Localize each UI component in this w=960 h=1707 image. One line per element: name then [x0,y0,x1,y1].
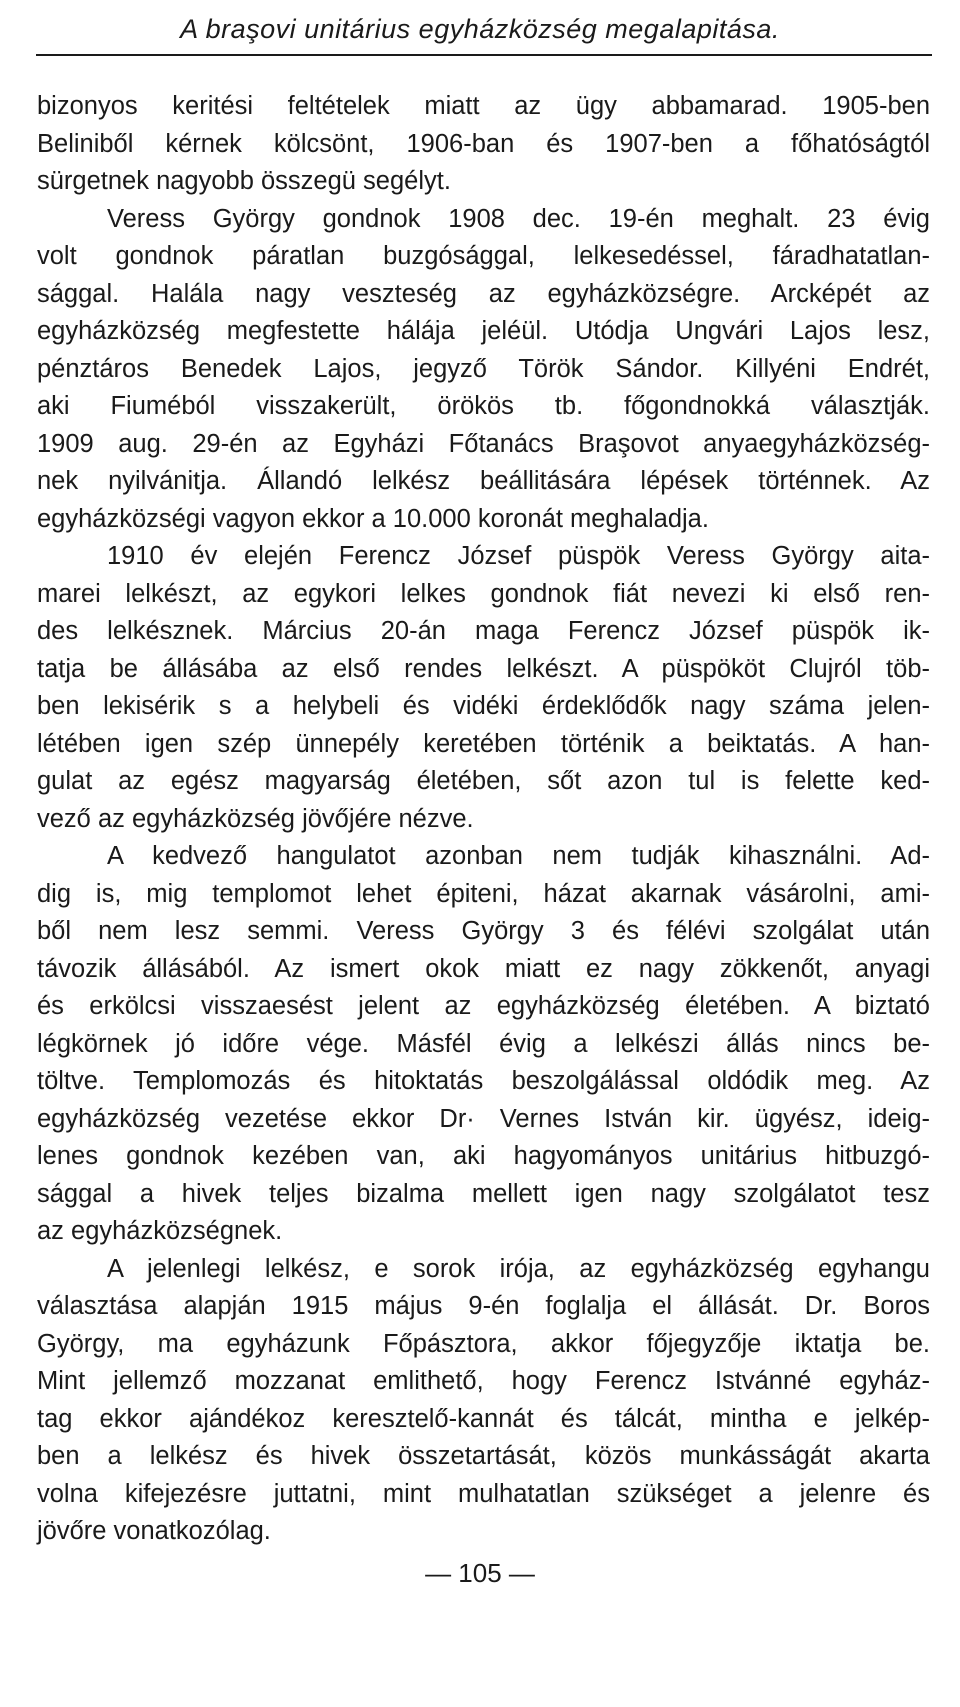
text-line: sággal a hivek teljes bizalma mellett igen nagy szolgálatot tesz [37,1179,930,1208]
text-line: ből nem lesz semmi. Veress György 3 és félévi szolgálat után [37,917,930,945]
text-line: bizonyos keritési feltételek miatt az ügy abbamarad. 1905-ben [37,92,930,120]
text-line: aki Fiuméból visszakerült, örökös tb. főgondnokká választják. [37,392,930,420]
text-line: választása alapján 1915 május 9-én foglalja el állását. Dr. Boros [37,1292,930,1320]
text-line: ben lekisérik s a helybeli és vidéki érdeklődők nagy száma jelen- [37,692,930,720]
text-line: légkörnek jó időre vége. Másfél évig a lelkészi állás nincs be- [37,1029,930,1058]
text-line: sággal. Halála nagy veszteség az egyházközségre. Arcképét az [37,279,930,308]
text-line: pénztáros Benedek Lajos, jegyző Török Sándor. Killyéni Endrét, [37,354,930,383]
text-line: tatja be állásába az első rendes lelkészt. A püspököt Clujról töb- [37,654,930,683]
text-line: távozik állásából. Az ismert okok miatt ez nagy zökkenőt, anyagi [37,954,930,983]
text-line: nek nyilvánitja. Állandó lelkész beállitására lépések történnek. Az [37,467,930,495]
header-rule [36,54,932,56]
text-line: töltve. Templomozás és hitoktatás beszolgálással oldódik meg. Az [37,1067,930,1095]
text-line: 1910 év elején Ferencz József püspök Veress György aita- [107,542,930,570]
text-line: A jelenlegi lelkész, e sorok irója, az egyházközség egyhangu [107,1254,930,1283]
text-line: des lelkésznek. Március 20-án maga Ferencz József püspök ik- [37,617,930,645]
text-line: vező az egyházközség jövőjére nézve. [37,804,474,833]
text-line: egyházközség megfestette hálája jeléül. Utódja Ungvári Lajos lesz, [37,317,930,345]
text-line: jövőre vonatkozólag. [37,1517,271,1545]
page-number: — 105 — [425,1558,535,1588]
text-line: Veress György gondnok 1908 dec. 19-én meghalt. 23 évig [107,204,930,233]
text-line: A kedvező hangulatot azonban nem tudják kihasználni. Ad- [107,842,930,870]
text-line: sürgetnek nagyobb összegü segélyt. [37,167,451,195]
text-line: egyházközségi vagyon ekkor a 10.000 koronát meghaladja. [37,504,709,533]
text-line: volna kifejezésre juttatni, mint mulhatatlan szükséget a jelenre és [37,1479,930,1508]
text-line: lenes gondnok kezében van, aki hagyományos unitárius hitbuzgó- [37,1142,930,1170]
text-line: 1909 aug. 29-én az Egyházi Főtanács Braşovot anyaegyházközség- [37,429,930,458]
text-line: volt gondnok páratlan buzgósággal, lelkesedéssel, fáradhatatlan- [37,242,930,270]
text-line: és erkölcsi visszaesést jelent az egyházközség életében. A biztató [37,992,930,1020]
text-line: gulat az egész magyarság életében, sőt azon tul is felette ked- [37,767,930,795]
text-line: egyházközség vezetése ekkor Dr· Vernes István kir. ügyész, ideig- [37,1104,930,1133]
text-line: György, ma egyházunk Főpásztora, akkor főjegyzője iktatja be. [37,1329,930,1358]
running-title: A braşovi unitárius egyházközség megalapitása. [180,14,780,44]
text-line: Beliniből kérnek kölcsönt, 1906-ban és 1907-ben a főhatóságtól [37,129,930,158]
text-line: az egyházközségnek. [37,1217,283,1245]
text-line: létében igen szép ünnepély keretében történik a beiktatás. A han- [37,729,930,758]
text-line: tag ekkor ajándékoz keresztelő-kannát és tálcát, mintha e jelkép- [37,1404,930,1433]
text-line: Mint jellemző mozzanat emlithető, hogy Ferencz Istvánné egyház- [37,1367,930,1395]
body-text [37,88,930,1551]
text-line: marei lelkészt, az egykori lelkes gondnok fiát nevezi ki első ren- [37,579,930,608]
text-line: dig is, mig templomot lehet épiteni, házat akarnak vásárolni, ami- [37,879,930,908]
text-line: ben a lelkész és hivek összetartását, közös munkásságát akarta [37,1442,930,1470]
